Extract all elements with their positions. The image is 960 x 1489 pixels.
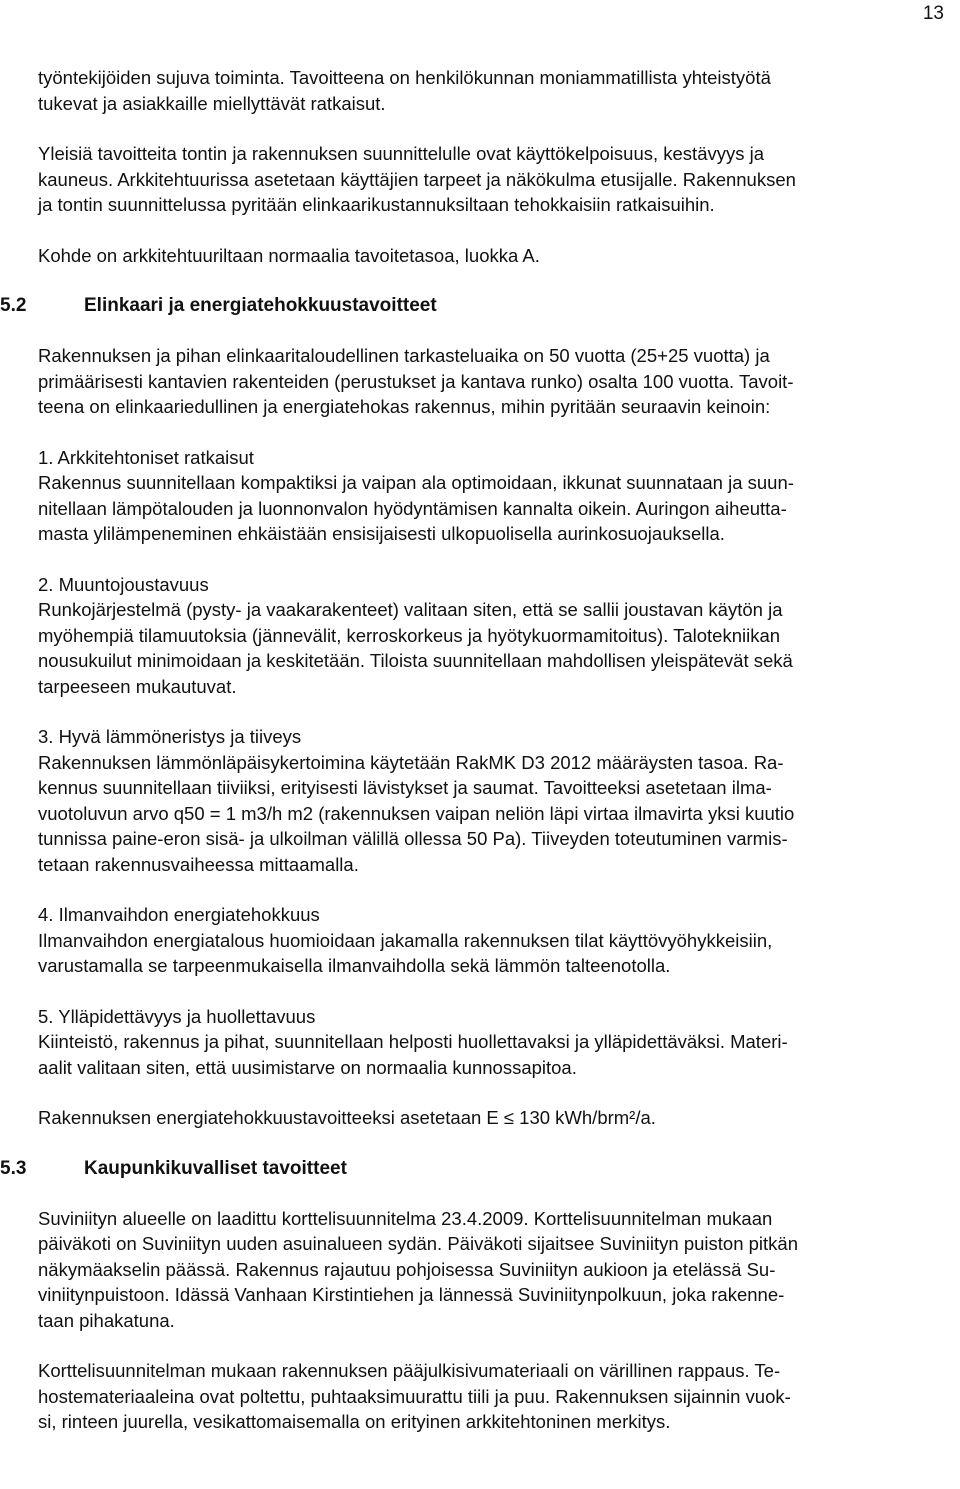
- paragraph-gap: [38, 877, 948, 902]
- paragraph: [38, 65, 948, 116]
- paragraph: [38, 1358, 948, 1435]
- text-line: myöhempiä tilamuutoksia (jännevälit, kerroskorkeus ja hyötykuormamitoitus). Talotekniikan: [38, 624, 781, 646]
- paragraph: [38, 1105, 948, 1131]
- text-line: Rakennuksen energiatehokkuustavoitteeksi asetetaan E ≤ 130 kWh/brm²/a.: [38, 1107, 656, 1128]
- text-line: hostemateriaaleina ovat poltettu, puhtaaksimuurattu tiili ja puu. Rakennuksen sijainnin vuok-: [38, 1385, 791, 1407]
- text-line: Ilmanvaihdon energiatalous huomioidaan jakamalla rakennuksen tilat käyttövyöhykkeisiin,: [38, 929, 773, 951]
- paragraph: [38, 1206, 948, 1334]
- text-line: Rakennuksen lämmönläpäisykertoimina käytetään RakMK D3 2012 määräysten tasoa. Ra-: [38, 751, 784, 773]
- paragraph: [38, 724, 948, 877]
- section-number: 5.2: [0, 295, 27, 316]
- paragraph: [38, 572, 948, 700]
- paragraph: [38, 243, 948, 269]
- text-line: teena on elinkaariedullinen ja energiatehokas rakennus, mihin pyritään seuraavin keinoin:: [38, 396, 771, 417]
- text-line: päiväkoti on Suviniityn uuden asuinalueen sydän. Päiväkoti sijaitsee Suviniityn puiston pitkän: [38, 1233, 798, 1254]
- paragraph-gap: [38, 979, 948, 1004]
- paragraph: [38, 902, 948, 979]
- paragraph-gap: [38, 699, 948, 724]
- text-line: näkymäakselin päässä. Rakennus rajautuu pohjoisessa Suviniityn aukioon ja etelässä Su-: [38, 1258, 776, 1280]
- section-title: Kaupunkikuvalliset tavoitteet: [84, 1157, 347, 1179]
- text-line: Rakennus suunnitellaan kompaktiksi ja vaipan ala optimoidaan, ikkunat suunnataan ja suun-: [38, 472, 794, 493]
- paragraph-gap: [38, 268, 948, 293]
- paragraph-gap: [38, 1131, 948, 1156]
- text-line: 5. Ylläpidettävyys ja huollettavuus: [38, 1005, 316, 1027]
- text-line: Kiinteistö, rakennus ja pihat, suunnitellaan helposti huollettavaksi ja ylläpidettäväksi. Materi-: [38, 1031, 788, 1052]
- paragraph: [38, 343, 948, 420]
- text-line: 2. Muuntojoustavuus: [38, 573, 209, 595]
- text-line: 4. Ilmanvaihdon energiatehokkuus: [38, 904, 320, 925]
- paragraph-gap: [38, 1333, 948, 1358]
- paragraph-gap: [38, 218, 948, 243]
- text-line: ja tontin suunnittelussa pyritään elinkaarikustannuksiltaan tehokkaisiin ratkaisuihin.: [38, 194, 715, 215]
- section-heading: [0, 1156, 910, 1181]
- paragraph-gap: [38, 547, 948, 572]
- text-line: kauneus. Arkkitehtuurissa asetetaan käyttäjien tarpeet ja näkökulma etusijalle. Rakennuksen: [38, 168, 796, 190]
- paragraph-gap: [38, 318, 948, 343]
- text-line: tetaan rakennusvaiheessa mittaamalla.: [38, 853, 359, 875]
- text-line: kennus suunnitellaan tiiviiksi, erityisesti lävistykset ja saumat. Tavoitteeksi asetetaan ilma-: [38, 777, 772, 798]
- paragraph-gap: [38, 1181, 948, 1206]
- section-heading: [0, 293, 910, 318]
- text-line: 3. Hyvä lämmöneristys ja tiiveys: [38, 726, 302, 747]
- text-line: tukevat ja asiakkaille miellyttävät ratkaisut.: [38, 92, 386, 114]
- paragraph: [38, 141, 948, 218]
- text-line: Kohde on arkkitehtuuriltaan normaalia tavoitetasoa, luokka A.: [38, 244, 540, 266]
- document-body: [0, 65, 948, 1435]
- paragraph-gap: [38, 1080, 948, 1105]
- text-line: vuotoluvun arvo q50 = 1 m3/h m2 (rakennuksen vaipan neliön läpi virtaa ilmavirta yksi kuutio: [38, 802, 795, 824]
- section-title: Elinkaari ja energiatehokkuustavoitteet: [84, 295, 437, 316]
- paragraph-gap: [38, 116, 948, 141]
- text-line: Korttelisuunnitelman mukaan rakennuksen pääjulkisivumateriaali on värillinen rappaus. Te-: [38, 1360, 781, 1381]
- text-line: nitellaan lämpötalouden ja luonnonvalon hyödyntämisen kannalta oikein. Auringon aiheutta-: [38, 497, 787, 519]
- text-line: nousukuilut minimoidaan ja keskitetään. Tiloista suunnitellaan mahdollisen yleispätevät sekä: [38, 650, 793, 671]
- text-line: si, rinteen juurella, vesikattomaisemalla on erityinen arkkitehtoninen merkitys.: [38, 1411, 671, 1432]
- text-line: Runkojärjestelmä (pysty- ja vaakarakenteet) valitaan siten, että se sallii joustavan käytön ja: [38, 599, 783, 620]
- text-line: tarpeeseen mukautuvat.: [38, 675, 237, 697]
- page-number: 13: [922, 3, 944, 24]
- text-line: Rakennuksen ja pihan elinkaaritaloudellinen tarkasteluaika on 50 vuotta (25+25 vuotta) ja: [38, 345, 770, 366]
- text-line: 1. Arkkitehtoniset ratkaisut: [38, 446, 254, 468]
- text-line: masta ylilämpeneminen ehkäistään ensisijaisesti ulkopuolisella aurinkosuojauksella.: [38, 523, 725, 544]
- text-line: primäärisesti kantavien rakenteiden (perustukset ja kantava runko) osalta 100 vuotta. Tavoit-: [38, 370, 794, 392]
- paragraph: [38, 1004, 948, 1081]
- paragraph: [38, 445, 948, 547]
- text-line: Yleisiä tavoitteita tontin ja rakennuksen suunnittelulle ovat käyttökelpoisuus, kestävyys ja: [38, 143, 765, 164]
- text-line: varustamalla se tarpeenmukaisella ilmanvaihdolla sekä lämmön talteenotolla.: [38, 955, 671, 976]
- text-line: Suviniityn alueelle on laadittu korttelisuunnitelma 23.4.2009. Korttelisuunnitelman mukaan: [38, 1207, 773, 1229]
- paragraph-gap: [38, 420, 948, 445]
- text-line: viniitynpuistoon. Idässä Vanhaan Kirstintiehen ja lännessä Suviniitynpolkuun, joka rakenne-: [38, 1284, 785, 1305]
- text-line: tunnissa paine-eron sisä- ja ulkoilman välillä ollessa 50 Pa). Tiiveyden toteutuminen varmis-: [38, 828, 788, 849]
- text-line: työntekijöiden sujuva toiminta. Tavoitteena on henkilökunnan moniammatillista yhteistyötä: [38, 67, 771, 88]
- section-number: 5.3: [0, 1157, 27, 1179]
- text-line: aalit valitaan siten, että uusimistarve on normaalia kunnossapitoa.: [38, 1056, 577, 1078]
- text-line: taan pihakatuna.: [38, 1309, 175, 1331]
